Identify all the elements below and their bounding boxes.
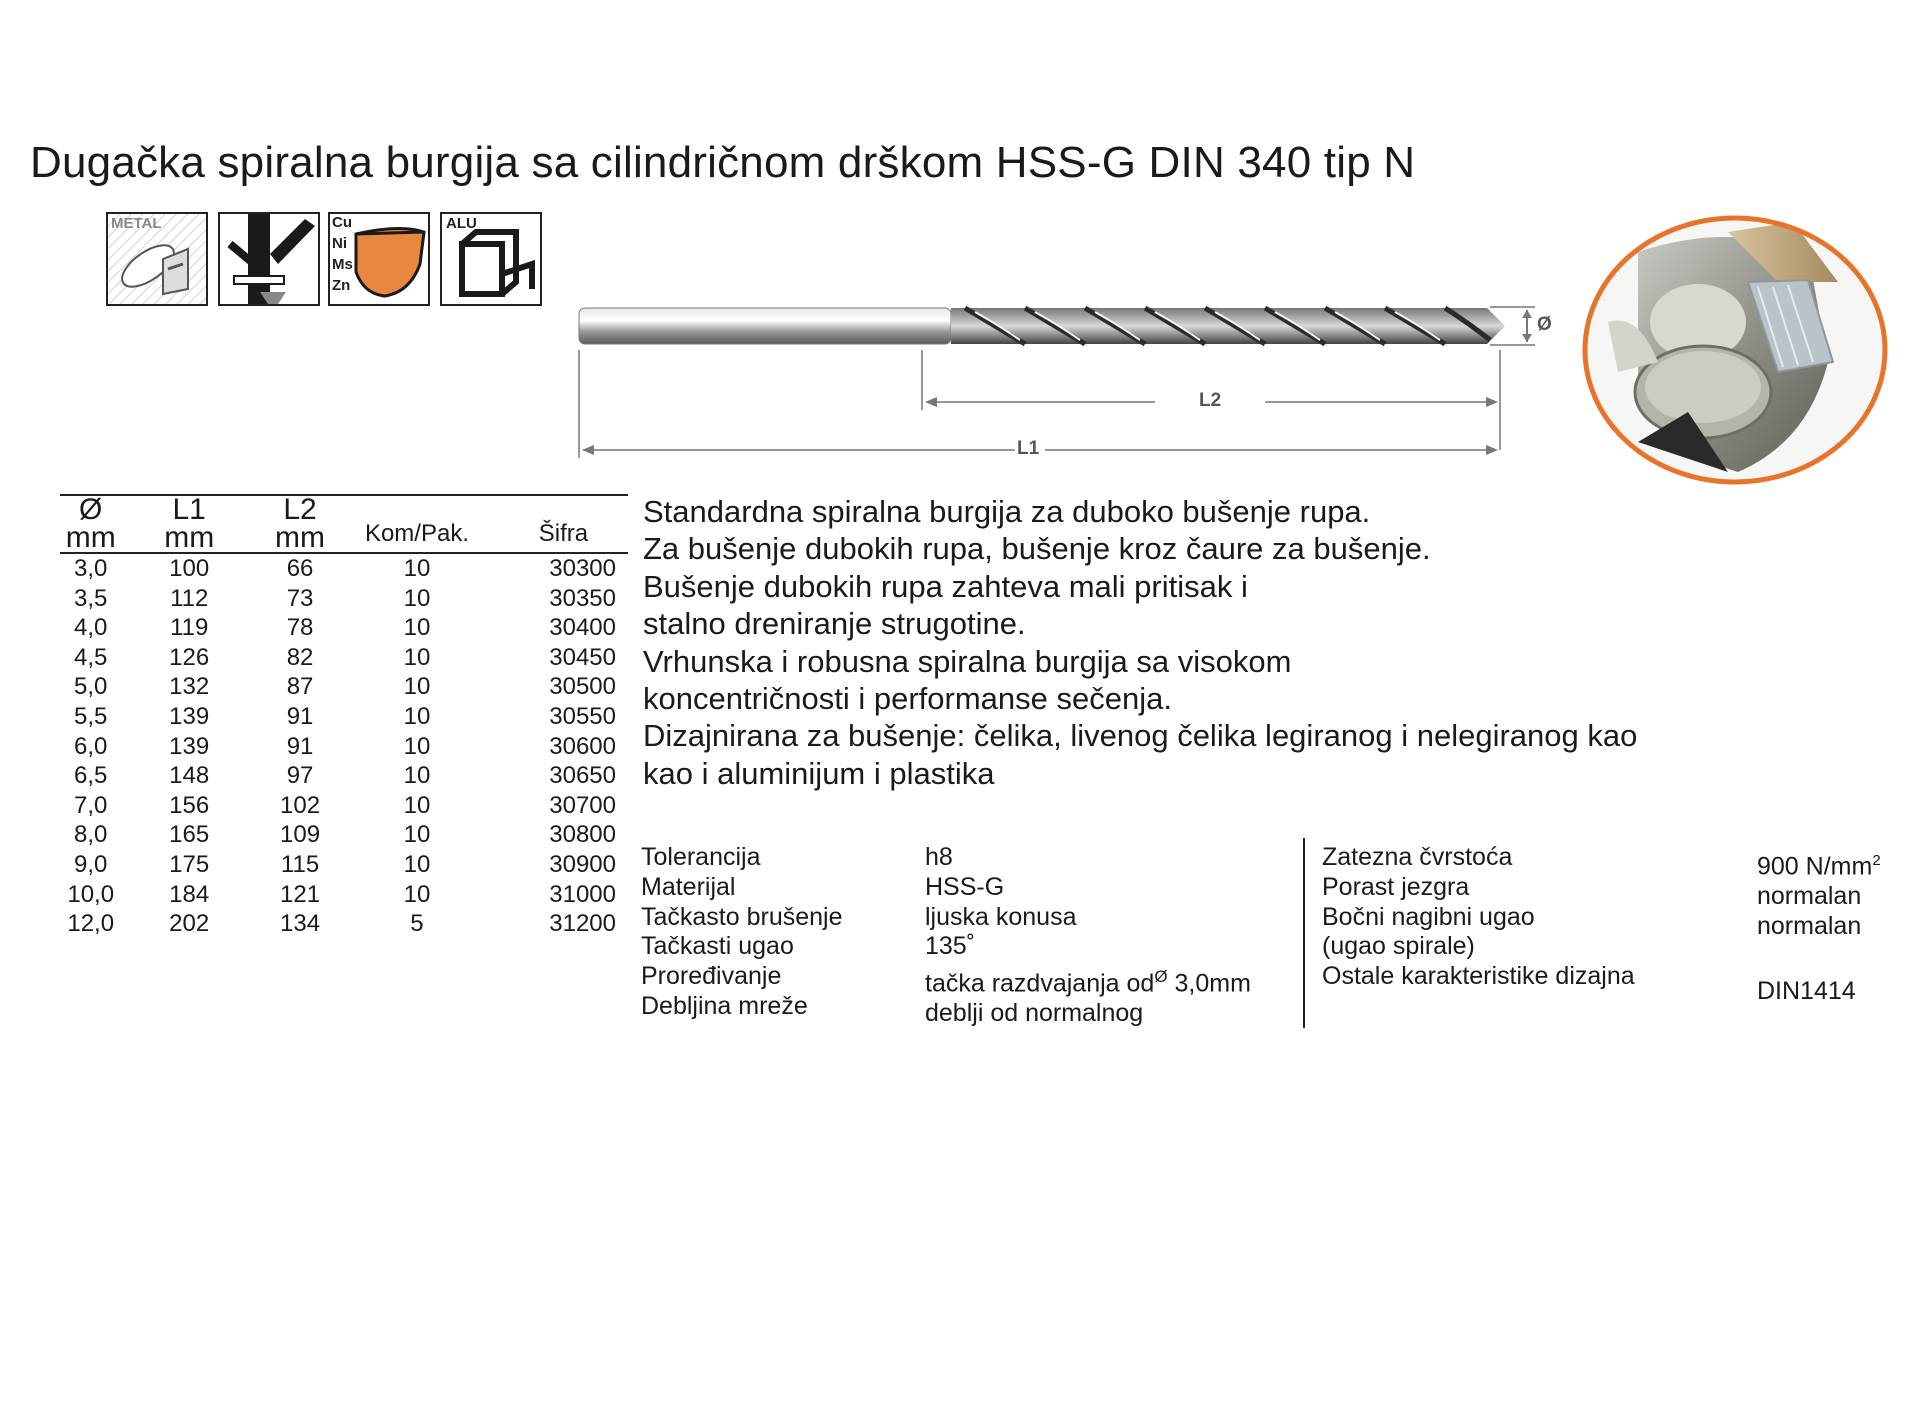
non-ferrous-icon (328, 212, 430, 306)
prop-value-tensile: 900 $N/mm^2$ (1757, 852, 1881, 881)
metal-label: METAL (111, 215, 162, 232)
cell-kom-pak: 10 (403, 555, 431, 582)
cell-kom-pak: 10 (403, 673, 431, 701)
cell-kom-pak: 10 (403, 643, 431, 671)
table-row (60, 702, 628, 732)
diameter-label: Ø (1537, 314, 1552, 335)
cell-kom-pak: 10 (403, 880, 431, 908)
properties-left-labels (641, 843, 843, 1022)
description-line: Vrhunska i robusna spiralna burgija sa visokom (643, 643, 1292, 679)
cell-diameter: 5,0 (74, 673, 108, 701)
prop-value: h8 (925, 843, 953, 871)
prop-value: DIN1414 (1757, 976, 1856, 1005)
ms-label: Ms (332, 256, 353, 273)
table-row (60, 880, 628, 910)
prop-label: Porast jezgra (1322, 872, 1470, 901)
cell-l2: 109 (280, 821, 321, 849)
cell-kom-pak: 10 (403, 821, 431, 849)
cell-l1: 184 (169, 880, 210, 908)
description-line: stalno dreniranje strugotine. (643, 606, 1026, 642)
cell-l1: 132 (169, 673, 210, 701)
prop-value: normalan (1757, 882, 1862, 911)
cell-diameter: 10,0 (67, 880, 115, 908)
table-row (60, 672, 628, 702)
cell-diameter: 12,0 (67, 910, 115, 938)
cell-kom-pak: 10 (403, 762, 431, 790)
cell-sifra: 30450 (549, 643, 616, 671)
cell-l2: 134 (280, 910, 321, 938)
cell-kom-pak: 10 (403, 702, 431, 730)
properties-right-labels (1322, 843, 1635, 992)
prop-label: Bočni nagibni ugao (1322, 902, 1535, 931)
cell-l1: 119 (170, 614, 209, 642)
prop-value-thinning: tačka razdvajanja $od^Ø$ 3,0mm (925, 967, 1251, 998)
hand-tool-icon (218, 212, 320, 306)
cell-kom-pak: 10 (403, 850, 431, 878)
table-row (60, 791, 628, 821)
properties-left-values (925, 843, 1251, 1029)
table-row (60, 584, 628, 614)
cell-sifra: 31000 (549, 880, 616, 908)
aluminium-icon (440, 212, 542, 306)
cell-diameter: 3,0 (74, 555, 108, 582)
cell-l2: 91 (286, 702, 314, 730)
prop-label: Zatezna čvrstoća (1322, 843, 1513, 871)
ni-label: Ni (332, 235, 347, 252)
cell-l1: 139 (169, 702, 210, 730)
cell-l1: 175 (169, 850, 210, 878)
prop-label: Tolerancija (641, 843, 761, 871)
cu-label: Cu (332, 214, 352, 231)
prop-value: HSS-G (925, 872, 1005, 901)
cell-l2: 82 (286, 643, 314, 671)
prop-label: Ostale karakteristike dizajna (1322, 962, 1635, 991)
cell-kom-pak: 10 (403, 614, 431, 642)
cell-diameter: 4,0 (74, 614, 108, 642)
metal-icon (106, 212, 208, 306)
cell-diameter: 3,5 (74, 584, 108, 612)
prop-label: Materijal (641, 872, 736, 901)
cell-diameter: 9,0 (74, 850, 108, 878)
table-row (60, 613, 628, 643)
prop-label: Debljina mreže (641, 991, 808, 1020)
prop-value: ljuska konusa (925, 902, 1077, 931)
prop-value: 135˚ (925, 932, 976, 961)
cell-diameter: 8,0 (74, 821, 108, 849)
cell-diameter: 4,5 (74, 643, 108, 671)
prop-label: (ugao spirale) (1322, 932, 1475, 961)
table-row (60, 732, 628, 762)
cell-l2: 78 (286, 614, 314, 642)
cell-sifra: 30700 (549, 791, 616, 819)
cell-kom-pak: 10 (403, 584, 431, 612)
col-header-sifra: Šifra (538, 520, 589, 547)
description-line: kao i aluminijum i plastika (643, 755, 995, 791)
description-line: koncentričnosti i performanse sečenja. (643, 681, 1172, 717)
alu-label: ALU (446, 215, 477, 232)
cell-sifra: 30550 (549, 702, 616, 730)
cell-l2: 66 (286, 555, 314, 582)
cell-l1: 139 (169, 732, 210, 760)
cell-l2: 121 (280, 880, 321, 908)
cell-diameter: 7,0 (74, 791, 108, 819)
table-row (60, 761, 628, 791)
cell-l2: 87 (286, 673, 314, 701)
zn-label: Zn (332, 277, 351, 294)
cell-sifra: 31200 (549, 910, 616, 938)
spec-table (60, 494, 628, 939)
col-header-kom-pak: Kom/Pak. (364, 520, 469, 547)
prop-value: deblji od normalnog (925, 999, 1144, 1028)
description-line: Dizajnirana za bušenje: čelika, livenog čelika legiranog i nelegiranog kao (643, 718, 1638, 754)
cell-sifra: 30600 (549, 732, 616, 760)
cell-l2: 73 (286, 584, 314, 612)
cell-l2: 102 (280, 791, 321, 819)
cell-kom-pak: 5 (410, 910, 424, 938)
table-row (60, 820, 628, 850)
cell-l1: 100 (169, 555, 210, 582)
drill-tip-closeup-icon (1578, 212, 1890, 488)
cell-l1: 165 (169, 821, 210, 849)
cell-l1: 112 (170, 584, 209, 612)
cell-kom-pak: 10 (403, 732, 431, 760)
cell-sifra: 30800 (549, 821, 616, 849)
prop-label: Tačkasto brušenje (641, 902, 843, 931)
col-header-diameter: Ø mm (65, 493, 116, 554)
table-row (60, 850, 628, 880)
table-row (60, 553, 628, 584)
cell-diameter: 6,0 (74, 732, 108, 760)
cell-l1: 148 (169, 762, 210, 790)
cell-diameter: 5,5 (74, 702, 108, 730)
cell-diameter: 6,5 (74, 762, 108, 790)
table-row (60, 643, 628, 673)
col-header-l1: L1 mm (164, 493, 215, 554)
table-row (60, 909, 628, 939)
prop-value: normalan (1757, 911, 1862, 940)
cell-l1: 126 (169, 643, 210, 671)
prop-label: Tačkasti ugao (641, 932, 794, 961)
cell-sifra: 30300 (549, 555, 616, 582)
description-line: Bušenje dubokih rupa zahteva mali pritisak i (643, 568, 1248, 604)
description (643, 493, 1893, 792)
col-header-l2: L2 mm (275, 493, 326, 554)
l1-label: L1 (1017, 438, 1040, 459)
properties-right-values (1757, 846, 1881, 1006)
cell-sifra: 30350 (549, 584, 616, 612)
prop-label: Proređivanje (641, 962, 782, 991)
properties-divider (1303, 838, 1305, 1028)
cell-sifra: 30650 (549, 762, 616, 790)
cell-l2: 97 (286, 762, 314, 790)
description-line: Za bušenje dubokih rupa, bušenje kroz čaure za bušenje. (643, 531, 1431, 567)
cell-sifra: 30900 (549, 850, 616, 878)
description-line: Standardna spiralna burgija za duboko bušenje rupa. (643, 494, 1371, 529)
drill-bit-icon (575, 290, 1555, 470)
table-header-row (60, 495, 628, 553)
cell-l2: 115 (280, 850, 320, 878)
page-title: Dugačka spiralna burgija sa cilindričnom drškom HSS-G DIN 340 tip N (30, 138, 1416, 187)
cell-kom-pak: 10 (403, 791, 431, 819)
cell-l2: 91 (286, 732, 314, 760)
cell-l1: 156 (169, 791, 210, 819)
diameter-symbol: Ø (1154, 967, 1168, 987)
cell-sifra: 30400 (549, 614, 616, 642)
cell-sifra: 30500 (549, 673, 616, 701)
l2-label: L2 (1199, 390, 1222, 411)
cell-l1: 202 (169, 910, 210, 938)
